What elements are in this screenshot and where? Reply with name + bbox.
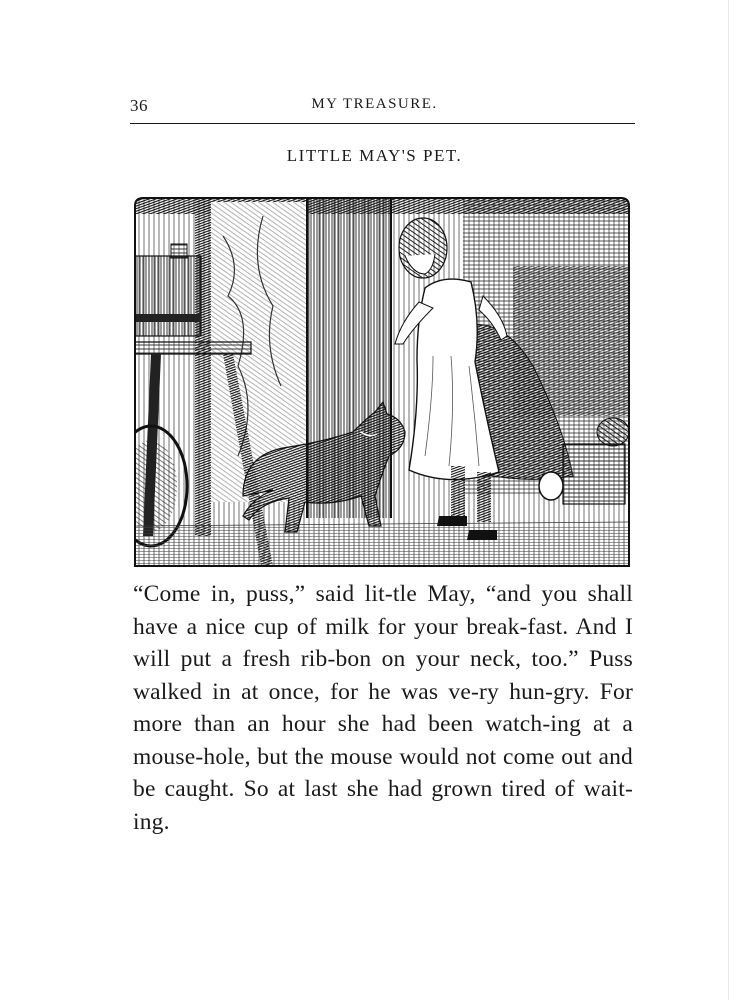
page-number: 36 — [130, 96, 148, 115]
header-rule — [130, 123, 635, 124]
running-title: MY TREASURE. — [311, 96, 438, 112]
story-title: LITTLE MAY'S PET. — [286, 146, 463, 165]
engraving-illustration — [133, 196, 631, 568]
story-paragraph: “Come in, puss,” said lit-tle May, “and you shall have a nice cup of milk for your break-fast. And I will put a fresh rib-bon on your neck, too.” Puss walked in at once, for he was ve-ry hun-gry. For more than an hour she had been watch-ing at a mouse-hole, but the mouse would not come out and be caught. So at last she had grown tired of wait-ing. — [133, 581, 633, 835]
